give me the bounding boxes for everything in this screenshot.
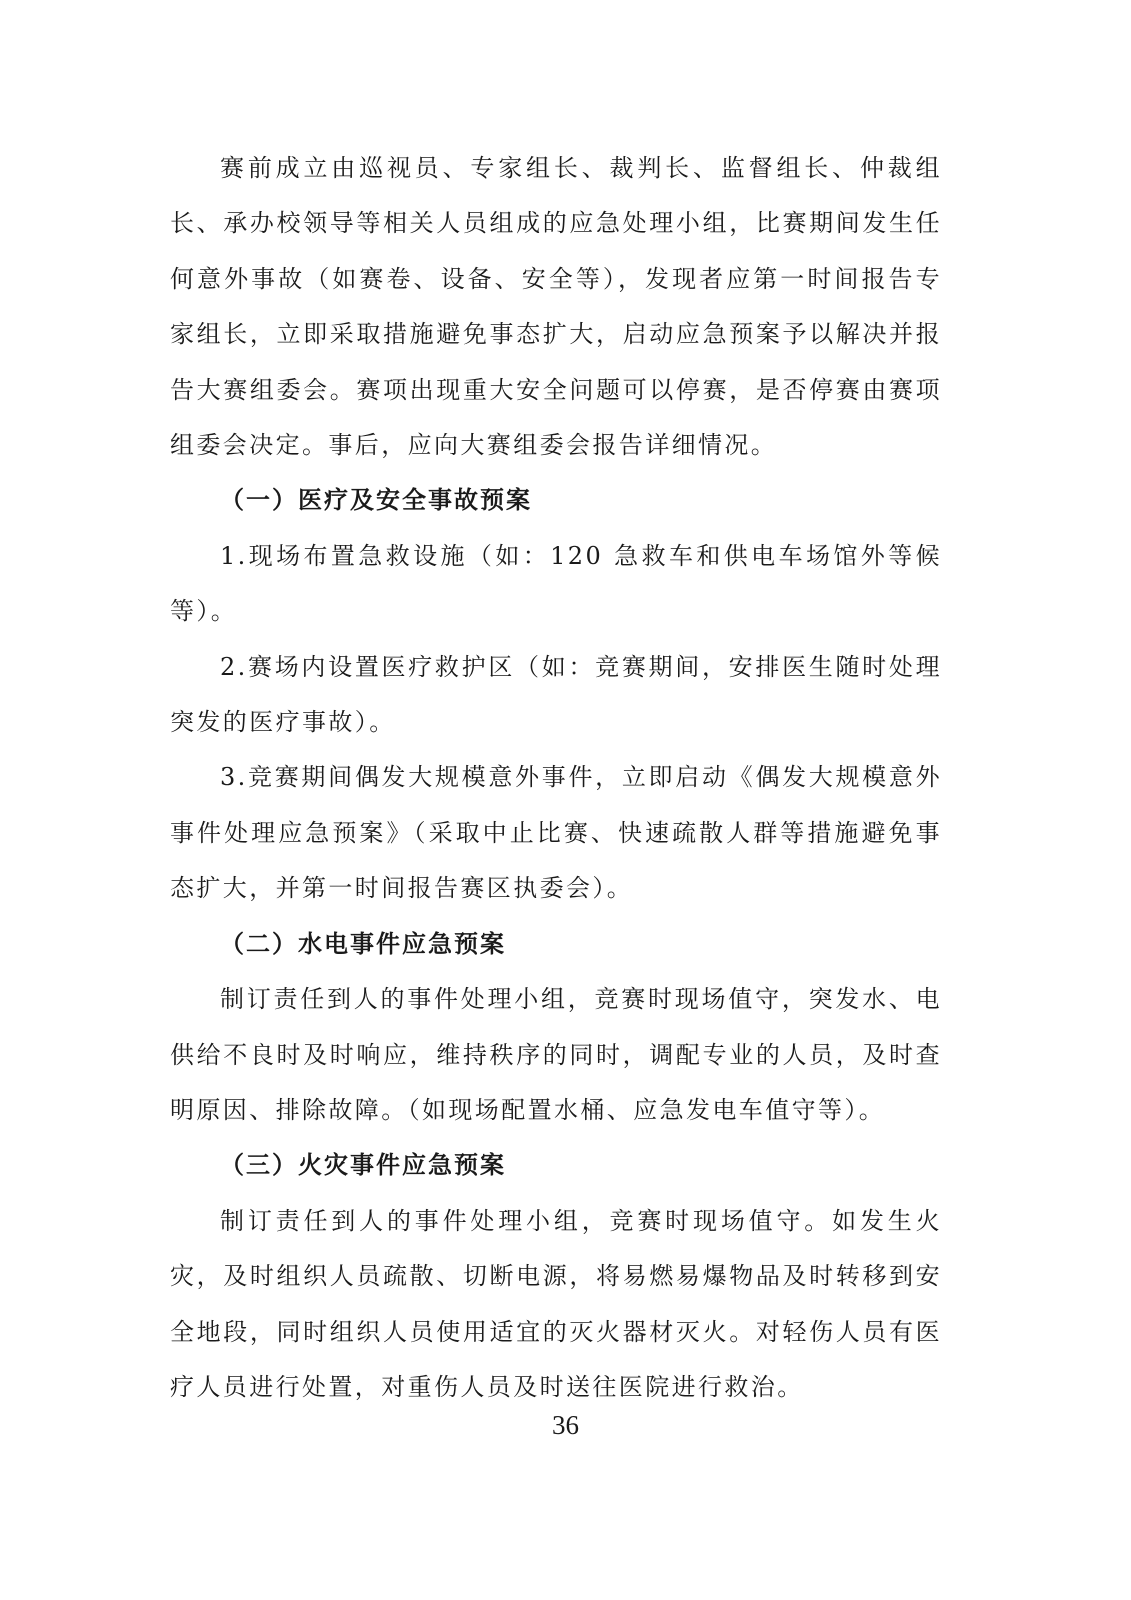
list-item-medical-zone: 2.赛场内设置医疗救护区（如：竞赛期间，安排医生随时处理突发的医疗事故）。 xyxy=(170,652,942,737)
section-heading-medical: （一）医疗及安全事故预案 xyxy=(220,486,532,515)
section-heading-fire: （三）火灾事件应急预案 xyxy=(220,1151,506,1180)
list-item-mass-incident: 3.竞赛期间偶发大规模意外事件，立即启动《偶发大规模意外事件处理应急预案》（采取中止比赛、快速疏散人群等措施避免事态扩大，并第一时间报告赛区执委会）。 xyxy=(170,763,942,903)
section-heading-water-power: （二）水电事件应急预案 xyxy=(220,929,506,958)
intro-paragraph: 赛前成立由巡视员、专家组长、裁判长、监督组长、仲裁组长、承办校领导等相关人员组成的应急处理小组，比赛期间发生任何意外事故（如赛卷、设备、安全等），发现者应第一时间报告专家组长，立即采取措施避免事态扩大，启动应急预案予以解决并报告大赛组委会。赛项出现重大安全问题可以停赛，是否停赛由赛项组委会决定。事后，应向大赛组委会报告详细情况。 xyxy=(170,154,942,460)
page-number: 36 xyxy=(552,1410,579,1440)
fire-paragraph: 制订责任到人的事件处理小组，竞赛时现场值守。如发生火灾，及时组织人员疏散、切断电源，将易燃易爆物品及时转移到安全地段，同时组织人员使用适宜的灭火器材灭火。对轻伤人员有医疗人员进行处置，对重伤人员及时送往医院进行救治。 xyxy=(170,1206,942,1401)
list-item-first-aid: 1.现场布置急救设施（如：120 急救车和供电车场馆外等候等）。 xyxy=(170,541,942,626)
document-body xyxy=(170,141,942,1415)
water-power-paragraph: 制订责任到人的事件处理小组，竞赛时现场值守，突发水、电供给不良时及时响应，维持秩序的同时，调配专业的人员，及时查明原因、排除故障。（如现场配置水桶、应急发电车值守等）。 xyxy=(170,985,942,1124)
